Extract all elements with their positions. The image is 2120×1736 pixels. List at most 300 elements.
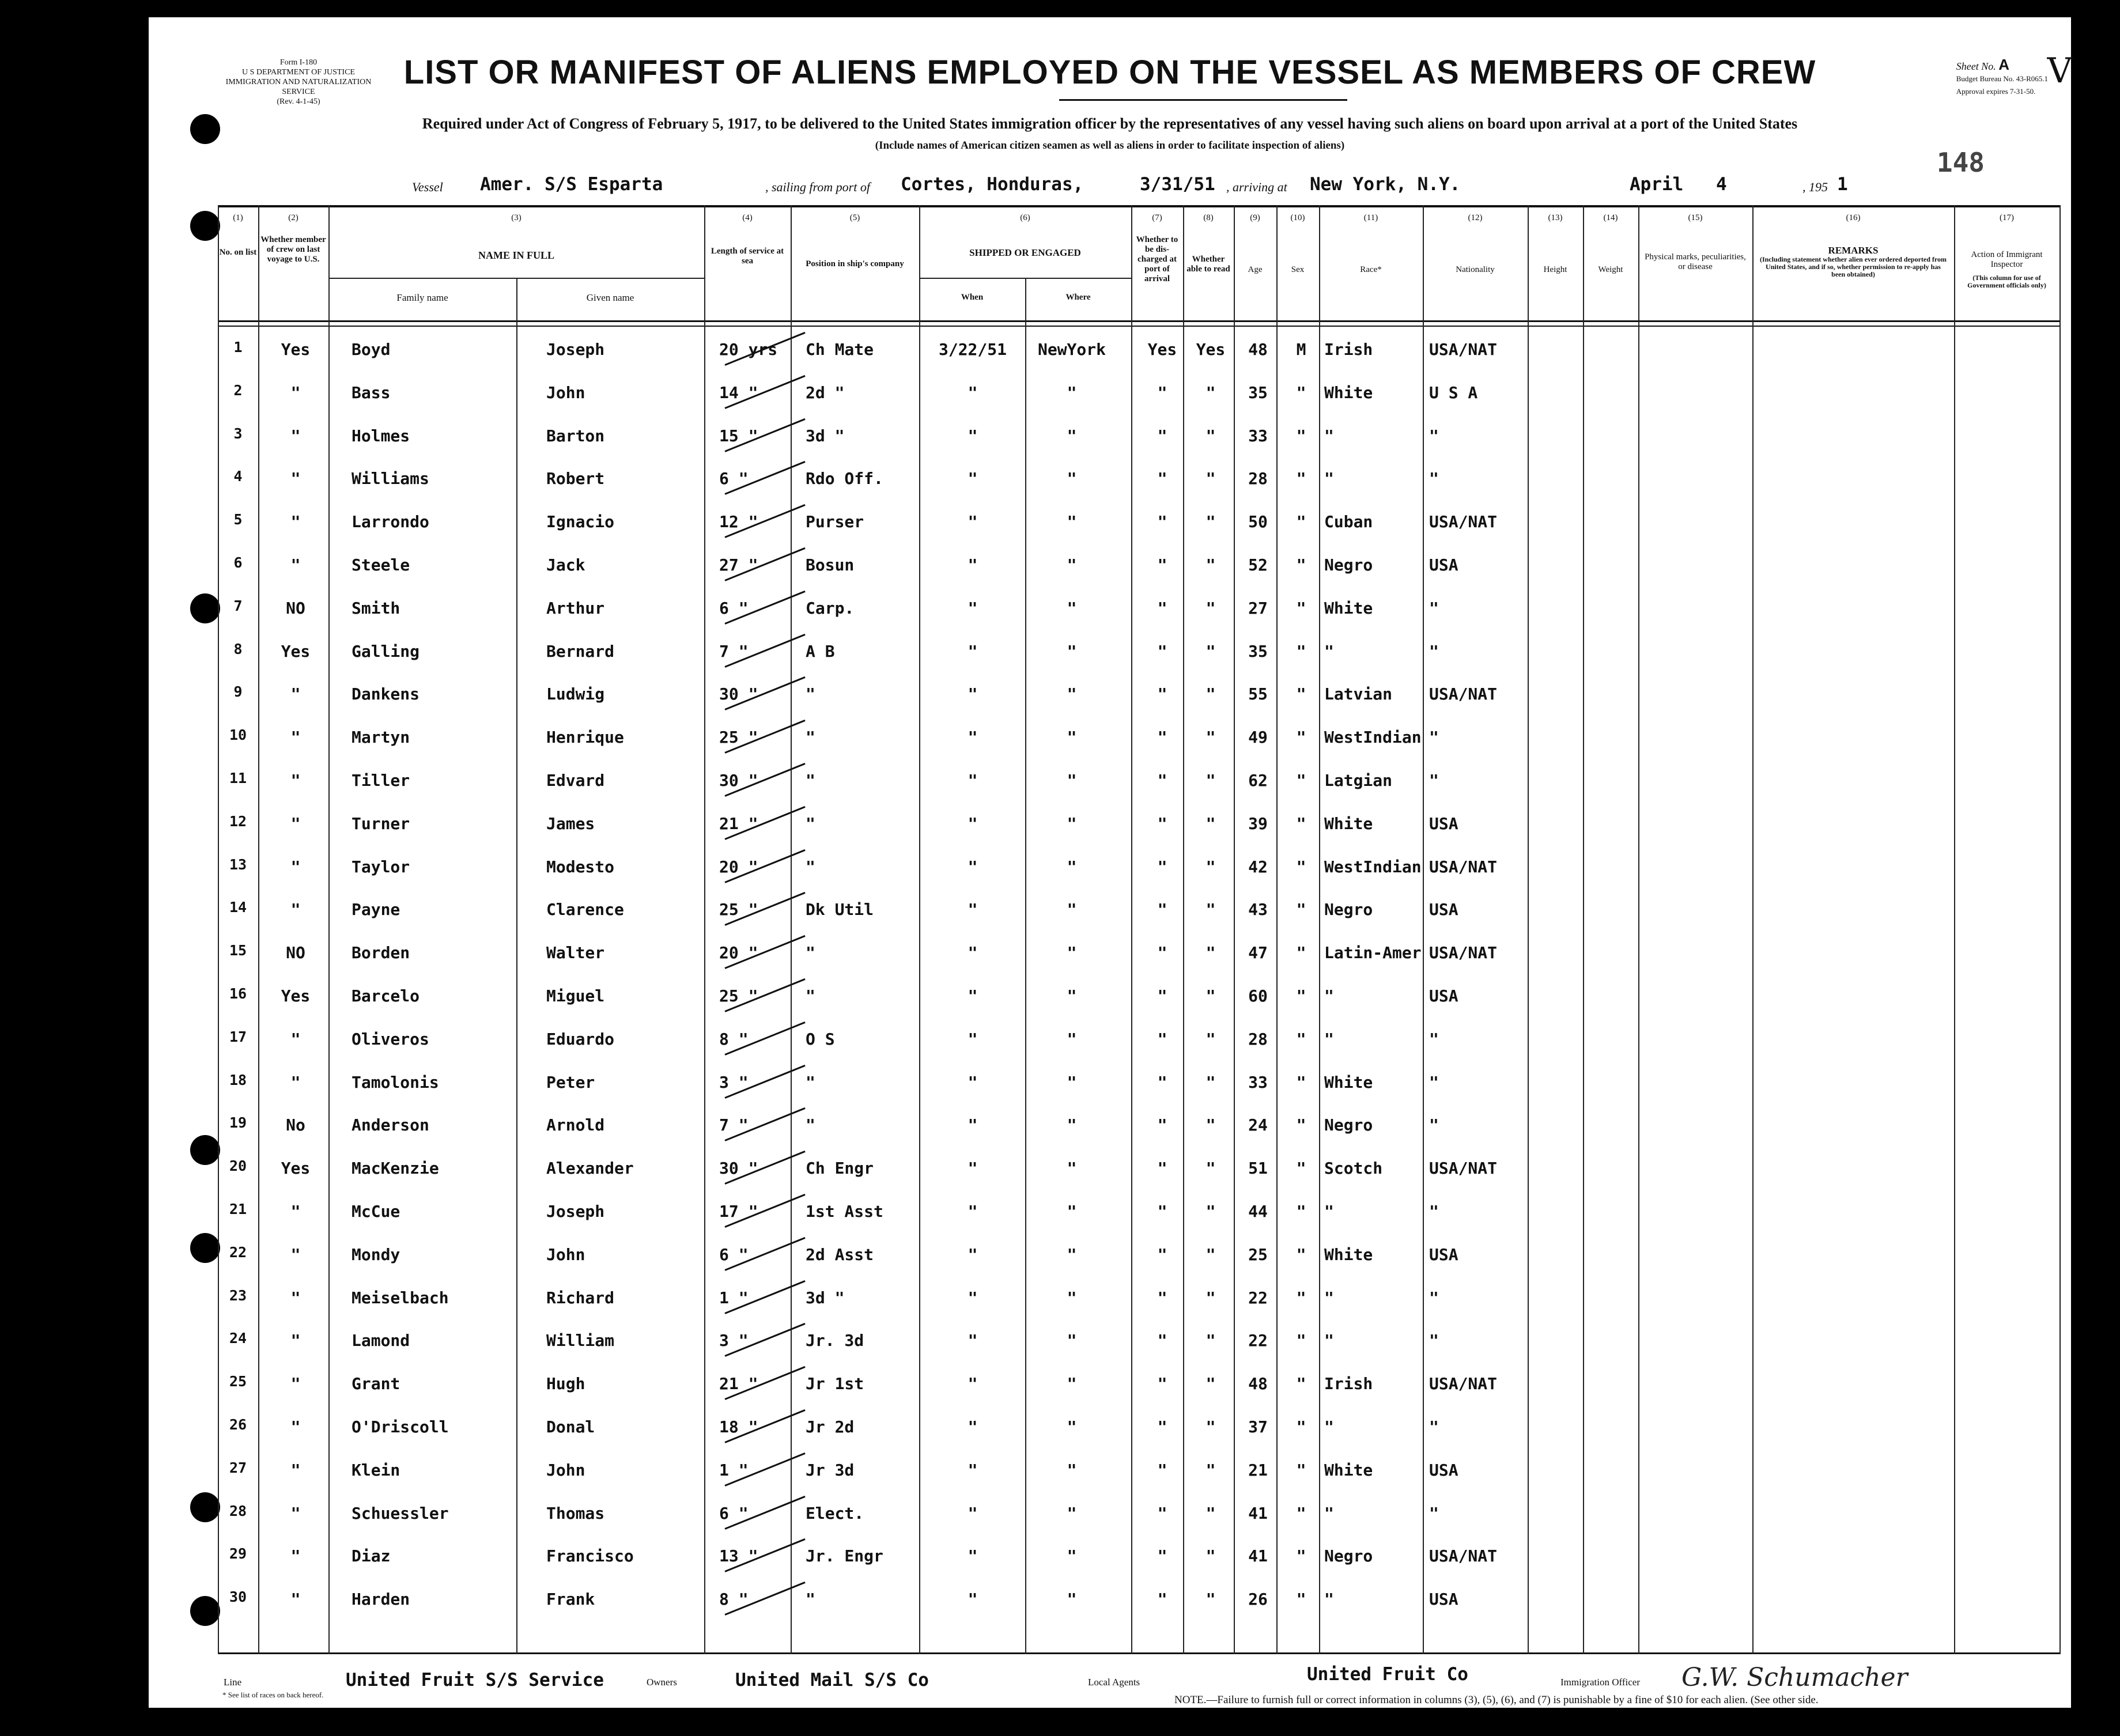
cell-family-name: MacKenzie — [352, 1159, 439, 1178]
cell-sex: " — [1296, 1202, 1306, 1221]
requirement-text: Required under Act of Congress of February 5, 1917, to be delivered to the United States immigration officer by the representatives of any vessel having such aliens on board upon arrival at a port of the United States — [422, 115, 1798, 132]
cell-shipped-when: " — [968, 1503, 978, 1523]
cell-sex: " — [1296, 1029, 1306, 1049]
arrival-year: 1 — [1837, 174, 1848, 195]
table-row — [218, 328, 2059, 371]
cell-shipped-when: " — [968, 1245, 978, 1264]
cell-shipped-where: " — [1067, 1072, 1077, 1092]
cell-position: " — [806, 814, 815, 833]
cell-able-to-read: " — [1206, 814, 1216, 833]
cell-able-to-read: " — [1206, 900, 1216, 920]
cell-sex: " — [1296, 900, 1306, 920]
cell-sex: " — [1296, 943, 1306, 963]
row-number: 19 — [229, 1114, 247, 1132]
cell-nationality: " — [1429, 1417, 1439, 1436]
cell-shipped-when: " — [968, 986, 978, 1005]
cell-nationality: USA — [1429, 986, 1458, 1005]
cell-able-to-read: " — [1206, 1159, 1216, 1178]
cell-position: " — [806, 857, 815, 876]
cell-shipped-when: " — [968, 1460, 978, 1480]
cell-discharged: " — [1157, 943, 1167, 963]
cell-nationality: " — [1429, 1331, 1439, 1351]
cell-service-length: 18 " — [719, 1417, 758, 1436]
col-length-of-service: Length of service at sea — [711, 247, 784, 266]
cell-age: 37 — [1248, 1417, 1268, 1436]
table-row — [218, 888, 2059, 931]
cell-prev-voyage: " — [290, 728, 301, 747]
cell-race: WestIndian — [1324, 857, 1422, 876]
row-number: 3 — [233, 425, 243, 442]
cell-sex: " — [1296, 469, 1306, 489]
col-remarks-note: (Including statement whether alien ever ordered deported from United States, and if so, whether permission to re-apply has been obtained) — [1759, 255, 1947, 278]
row-number: 29 — [229, 1545, 247, 1563]
table-row — [218, 1319, 2059, 1362]
cell-nationality: USA/NAT — [1429, 340, 1498, 359]
cell-shipped-when: " — [968, 1072, 978, 1092]
cell-shipped-where: " — [1067, 1288, 1077, 1307]
cell-prev-voyage: " — [290, 814, 301, 833]
col-race: Race* — [1360, 265, 1382, 274]
cell-race: White — [1324, 383, 1373, 402]
cell-able-to-read: " — [1206, 598, 1216, 618]
cell-family-name: Tamolonis — [352, 1072, 439, 1092]
cell-shipped-when: " — [968, 684, 978, 704]
cell-shipped-when: " — [968, 426, 978, 445]
row-number: 18 — [229, 1071, 247, 1088]
cell-sex: " — [1296, 1417, 1306, 1436]
cell-able-to-read: " — [1206, 426, 1216, 445]
cell-shipped-when: " — [968, 1029, 978, 1049]
row-number: 23 — [229, 1287, 247, 1304]
cell-shipped-when: " — [968, 728, 978, 747]
cell-shipped-where: " — [1067, 728, 1077, 747]
row-number: 24 — [229, 1330, 247, 1347]
punch-hole — [190, 1492, 220, 1522]
cell-able-to-read: " — [1206, 1072, 1216, 1092]
cell-family-name: Williams — [352, 469, 429, 489]
cell-shipped-when: " — [968, 1159, 978, 1178]
cell-race: Negro — [1324, 555, 1373, 574]
cell-discharged: " — [1157, 469, 1167, 489]
cell-shipped-where: " — [1067, 426, 1077, 445]
cell-sex: " — [1296, 1374, 1306, 1394]
cell-prev-voyage: " — [290, 469, 301, 489]
cell-age: 50 — [1248, 512, 1268, 532]
cell-service-length: 25 " — [719, 986, 758, 1005]
cell-sex: " — [1296, 1503, 1306, 1523]
cell-age: 44 — [1248, 1202, 1268, 1221]
punch-hole — [190, 1233, 220, 1263]
table-row — [218, 1406, 2059, 1448]
cell-position: " — [806, 1590, 815, 1609]
arrival-month: April — [1630, 174, 1684, 195]
cell-position: " — [806, 728, 815, 747]
row-number: 21 — [229, 1201, 247, 1217]
col-able-to-read: Whether able to read — [1186, 255, 1230, 274]
cell-position: Bosun — [806, 555, 855, 574]
cell-age: 22 — [1248, 1331, 1268, 1351]
cell-discharged: " — [1157, 555, 1167, 574]
col-prev-voyage: Whether member of crew on last voyage to U.S. — [260, 235, 326, 264]
col-age: Age — [1248, 265, 1263, 274]
row-number: 25 — [229, 1373, 247, 1390]
sailing-date: 3/31/51 — [1140, 174, 1215, 195]
cell-race: Latin-Amer — [1324, 943, 1422, 963]
cell-prev-voyage: " — [290, 512, 301, 532]
row-number: 28 — [229, 1502, 247, 1519]
cell-shipped-when: " — [968, 900, 978, 920]
punch-hole — [190, 1596, 220, 1626]
cell-shipped-when: " — [968, 1590, 978, 1609]
cell-sex: " — [1296, 857, 1306, 876]
cell-discharged: " — [1157, 771, 1167, 790]
vessel-line: Vessel Amer. S/S Esparta , sailing from port of Cortes, Honduras, 3/31/51 , arriving at New York, N.Y. April 4 , 195 1 — [412, 174, 1848, 195]
page-title: LIST OR MANIFEST OF ALIENS EMPLOYED ON THE VESSEL AS MEMBERS OF CREW — [403, 54, 1816, 91]
cell-given-name: William — [546, 1331, 615, 1351]
cell-age: 22 — [1248, 1288, 1268, 1307]
cell-age: 42 — [1248, 857, 1268, 876]
cell-given-name: Modesto — [546, 857, 615, 876]
port-from: Cortes, Honduras, — [901, 174, 1084, 195]
budget-bureau: Budget Bureau No. 43-R065.1 — [1956, 74, 2048, 83]
cell-family-name: Oliveros — [352, 1029, 429, 1049]
cell-shipped-where: " — [1067, 598, 1077, 618]
table-row — [218, 932, 2059, 974]
col-remarks: REMARKS — [1828, 245, 1879, 256]
cell-prev-voyage: " — [290, 1245, 301, 1264]
cell-family-name: Smith — [352, 598, 400, 618]
cell-service-length: 3 " — [719, 1331, 749, 1351]
cell-nationality: " — [1429, 1115, 1439, 1135]
row-number: 15 — [229, 942, 247, 959]
cell-discharged: " — [1157, 900, 1167, 920]
cell-nationality: U S A — [1429, 383, 1478, 402]
cell-sex: " — [1296, 1331, 1306, 1351]
cell-shipped-where: " — [1067, 986, 1077, 1005]
col-when: When — [961, 293, 984, 302]
row-number: 30 — [229, 1589, 247, 1606]
cell-age: 28 — [1248, 1029, 1268, 1049]
row-number: 16 — [229, 985, 247, 1002]
cell-age: 21 — [1248, 1460, 1268, 1480]
cell-discharged: " — [1157, 1115, 1167, 1135]
table-row — [218, 1190, 2059, 1233]
header-bottom-rule — [218, 320, 2059, 327]
row-number: 26 — [229, 1416, 247, 1433]
cell-position: Jr 1st — [806, 1374, 864, 1394]
include-note: (Include names of American citizen seamen as well as aliens in order to facilitate inspection of aliens) — [875, 139, 1345, 152]
cell-given-name: John — [546, 383, 585, 402]
cell-prev-voyage: " — [290, 1503, 301, 1523]
cell-family-name: Bass — [352, 383, 391, 402]
cell-able-to-read: " — [1206, 641, 1216, 661]
cell-sex: " — [1296, 555, 1306, 574]
cell-race: " — [1324, 1417, 1334, 1436]
cell-position: 2d Asst — [806, 1245, 874, 1264]
check-mark: V — [2047, 51, 2072, 91]
cell-able-to-read: " — [1206, 1245, 1216, 1264]
cell-shipped-where: " — [1067, 1460, 1077, 1480]
cell-discharged: " — [1157, 1503, 1167, 1523]
cell-family-name: Boyd — [352, 340, 391, 359]
cell-age: 52 — [1248, 555, 1268, 574]
cell-shipped-when: " — [968, 512, 978, 532]
col-no-on-list: No. on list — [219, 248, 257, 257]
cell-given-name: Joseph — [546, 1202, 605, 1221]
revision: (Rev. 4-1-45) — [277, 97, 320, 106]
cell-given-name: John — [546, 1460, 585, 1480]
cell-family-name: Grant — [352, 1374, 400, 1394]
cell-service-length: 25 " — [719, 900, 758, 920]
cell-given-name: Francisco — [546, 1546, 634, 1566]
cell-family-name: McCue — [352, 1202, 400, 1221]
cell-family-name: Turner — [352, 814, 410, 833]
cell-age: 49 — [1248, 728, 1268, 747]
row-number: 22 — [229, 1243, 247, 1261]
cell-position: Elect. — [806, 1503, 864, 1523]
cell-discharged: " — [1157, 1460, 1167, 1480]
cell-given-name: Donal — [546, 1417, 595, 1436]
cell-prev-voyage: " — [290, 1072, 301, 1092]
row-number: 13 — [229, 856, 247, 873]
cell-race: Irish — [1324, 1374, 1373, 1394]
cell-family-name: Barcelo — [352, 986, 420, 1005]
cell-able-to-read: " — [1206, 1546, 1216, 1566]
cell-service-length: 20 " — [719, 857, 758, 876]
cell-race: WestIndian — [1324, 728, 1422, 747]
cell-able-to-read: " — [1206, 1417, 1216, 1436]
cell-sex: " — [1296, 1460, 1306, 1480]
cell-sex: " — [1296, 1159, 1306, 1178]
cell-prev-voyage: " — [290, 771, 301, 790]
cell-sex: " — [1296, 1590, 1306, 1609]
column-rule — [2059, 205, 2061, 1654]
cell-able-to-read: " — [1206, 1115, 1216, 1135]
table-row — [218, 1104, 2059, 1147]
cell-shipped-where: " — [1067, 900, 1077, 920]
cell-prev-voyage: " — [290, 426, 301, 445]
cell-shipped-where: " — [1067, 1374, 1077, 1394]
cell-position: " — [806, 771, 815, 790]
cell-given-name: Bernard — [546, 641, 615, 661]
cell-nationality: " — [1429, 1072, 1439, 1092]
cell-prev-voyage: NO — [286, 598, 305, 618]
cell-family-name: Taylor — [352, 857, 410, 876]
cell-sex: " — [1296, 1546, 1306, 1566]
cell-family-name: Galling — [352, 641, 420, 661]
cell-age: 47 — [1248, 943, 1268, 963]
cell-race: Negro — [1324, 1115, 1373, 1135]
cell-prev-voyage: " — [290, 900, 301, 920]
cell-shipped-when: " — [968, 383, 978, 402]
cell-nationality: USA — [1429, 555, 1458, 574]
cell-nationality: USA/NAT — [1429, 1159, 1498, 1178]
cell-discharged: " — [1157, 1331, 1167, 1351]
cell-prev-voyage: " — [290, 1374, 301, 1394]
cell-position: Ch Mate — [806, 340, 874, 359]
cell-family-name: Klein — [352, 1460, 400, 1480]
cell-race: Negro — [1324, 900, 1373, 920]
cell-able-to-read: " — [1206, 555, 1216, 574]
cell-position: Jr. Engr — [806, 1546, 883, 1566]
row-number: 10 — [229, 727, 247, 744]
cell-service-length: 6 " — [719, 598, 749, 618]
row-number: 8 — [233, 640, 243, 657]
cell-service-length: 1 " — [719, 1460, 749, 1480]
cell-service-length: 6 " — [719, 469, 749, 489]
cell-able-to-read: " — [1206, 857, 1216, 876]
cell-given-name: Robert — [546, 469, 605, 489]
cell-age: 25 — [1248, 1245, 1268, 1264]
cell-able-to-read: " — [1206, 512, 1216, 532]
cell-shipped-when: " — [968, 1331, 978, 1351]
cell-prev-voyage: Yes — [281, 340, 311, 359]
cell-given-name: Peter — [546, 1072, 595, 1092]
cell-position: " — [806, 684, 815, 704]
cell-able-to-read: " — [1206, 1460, 1216, 1480]
cell-age: 26 — [1248, 1590, 1268, 1609]
cell-sex: " — [1296, 426, 1306, 445]
cell-discharged: " — [1157, 1202, 1167, 1221]
table-row — [218, 630, 2059, 673]
cell-shipped-when: " — [968, 641, 978, 661]
cell-prev-voyage: " — [290, 857, 301, 876]
cell-age: 35 — [1248, 641, 1268, 661]
cell-race: " — [1324, 1029, 1334, 1049]
table-row — [218, 1449, 2059, 1492]
cell-shipped-where: " — [1067, 383, 1077, 402]
cell-service-length: 20 yrs — [719, 340, 778, 359]
cell-shipped-where: " — [1067, 555, 1077, 574]
cell-given-name: Eduardo — [546, 1029, 615, 1049]
cell-shipped-where: " — [1067, 1029, 1077, 1049]
cell-shipped-where: " — [1067, 1245, 1077, 1264]
cell-age: 43 — [1248, 900, 1268, 920]
cell-given-name: John — [546, 1245, 585, 1264]
col-discharged: Whether to be dis-charged at port of arrival — [1136, 235, 1178, 283]
penalty-note: NOTE.—Failure to furnish full or correct information in columns (3), (5), (6), and (7) is punishable by a fine of $10 for each alien. (See other side. — [1174, 1694, 1819, 1706]
cell-discharged: " — [1157, 383, 1167, 402]
cell-prev-voyage: " — [290, 1288, 301, 1307]
cell-service-length: 30 " — [719, 1159, 758, 1178]
cell-service-length: 13 " — [719, 1546, 758, 1566]
table-row — [218, 544, 2059, 587]
cell-sex: " — [1296, 728, 1306, 747]
table-row — [218, 673, 2059, 716]
row-number: 7 — [233, 597, 243, 614]
cell-sex: " — [1296, 986, 1306, 1005]
table-row — [218, 1147, 2059, 1190]
cell-shipped-when: " — [968, 771, 978, 790]
cell-position: Carp. — [806, 598, 855, 618]
cell-service-length: 30 " — [719, 684, 758, 704]
row-number: 9 — [233, 683, 243, 701]
cell-race: " — [1324, 1202, 1334, 1221]
cell-shipped-where: " — [1067, 1417, 1077, 1436]
cell-race: " — [1324, 1288, 1334, 1307]
col-name-in-full: NAME IN FULL — [478, 249, 554, 261]
cell-position: " — [806, 986, 815, 1005]
cell-discharged: " — [1157, 1245, 1167, 1264]
cell-nationality: " — [1429, 469, 1439, 489]
cell-prev-voyage: " — [290, 684, 301, 704]
cell-given-name: Arthur — [546, 598, 605, 618]
cell-discharged: " — [1157, 1417, 1167, 1436]
cell-family-name: Martyn — [352, 728, 410, 747]
cell-shipped-where: " — [1067, 1115, 1077, 1135]
cell-given-name: Walter — [546, 943, 605, 963]
cell-family-name: Mondy — [352, 1245, 400, 1264]
table-row — [218, 716, 2059, 759]
port-arrival: New York, N.Y. — [1310, 174, 1461, 195]
cell-able-to-read: " — [1206, 684, 1216, 704]
cell-given-name: Richard — [546, 1288, 615, 1307]
cell-shipped-when: " — [968, 1374, 978, 1394]
cell-sex: " — [1296, 1072, 1306, 1092]
cell-race: White — [1324, 1072, 1373, 1092]
row-number: 27 — [229, 1459, 247, 1476]
form-number: Form I-180 — [279, 58, 318, 67]
cell-age: 55 — [1248, 684, 1268, 704]
cell-shipped-where: " — [1067, 512, 1077, 532]
table-row — [218, 803, 2059, 845]
page-stamp: 148 — [1936, 147, 1985, 178]
cell-prev-voyage: " — [290, 1417, 301, 1436]
cell-shipped-when: " — [968, 1288, 978, 1307]
cell-shipped-where: " — [1067, 1159, 1077, 1178]
cell-shipped-when: " — [968, 943, 978, 963]
cell-nationality: " — [1429, 426, 1439, 445]
cell-race: " — [1324, 641, 1334, 661]
cell-nationality: USA — [1429, 1245, 1458, 1264]
table-row — [218, 1234, 2059, 1276]
table-row — [218, 372, 2059, 414]
cell-prev-voyage: NO — [286, 943, 305, 963]
cell-age: 41 — [1248, 1546, 1268, 1566]
cell-nationality: " — [1429, 728, 1439, 747]
row-number: 1 — [233, 339, 243, 355]
col-inspector-note: (This column for use of Government officials only) — [1967, 274, 2046, 289]
cell-nationality: USA/NAT — [1429, 512, 1498, 532]
cell-age: 48 — [1248, 1374, 1268, 1394]
cell-position: Dk Util — [806, 900, 874, 920]
cell-nationality: USA/NAT — [1429, 1546, 1498, 1566]
cell-shipped-where: " — [1067, 1503, 1077, 1523]
cell-service-length: 21 " — [719, 814, 758, 833]
table-row — [218, 1535, 2059, 1578]
cell-nationality: " — [1429, 641, 1439, 661]
row-number: 12 — [229, 812, 247, 830]
cell-race: White — [1324, 1460, 1373, 1480]
cell-sex: " — [1296, 383, 1306, 402]
table-row — [218, 501, 2059, 543]
cell-shipped-where: " — [1067, 814, 1077, 833]
table-top-rule — [218, 205, 2059, 207]
cell-family-name: O'Driscoll — [352, 1417, 449, 1436]
cell-race: Latvian — [1324, 684, 1393, 704]
cell-able-to-read: " — [1206, 383, 1216, 402]
cell-nationality: USA — [1429, 1460, 1458, 1480]
cell-service-length: 7 " — [719, 641, 749, 661]
cell-nationality: USA/NAT — [1429, 684, 1498, 704]
cell-age: 24 — [1248, 1115, 1268, 1135]
cell-discharged: " — [1157, 1072, 1167, 1092]
punch-hole — [190, 593, 220, 623]
manifest-footer: Line United Fruit S/S Service Owners United Mail S/S Co Local Agents United Fruit Co Immigration Officer G.W. Schumacher — [224, 1663, 1908, 1692]
cell-shipped-where: " — [1067, 1546, 1077, 1566]
cell-position: " — [806, 1115, 815, 1135]
cell-shipped-when: " — [968, 1115, 978, 1135]
